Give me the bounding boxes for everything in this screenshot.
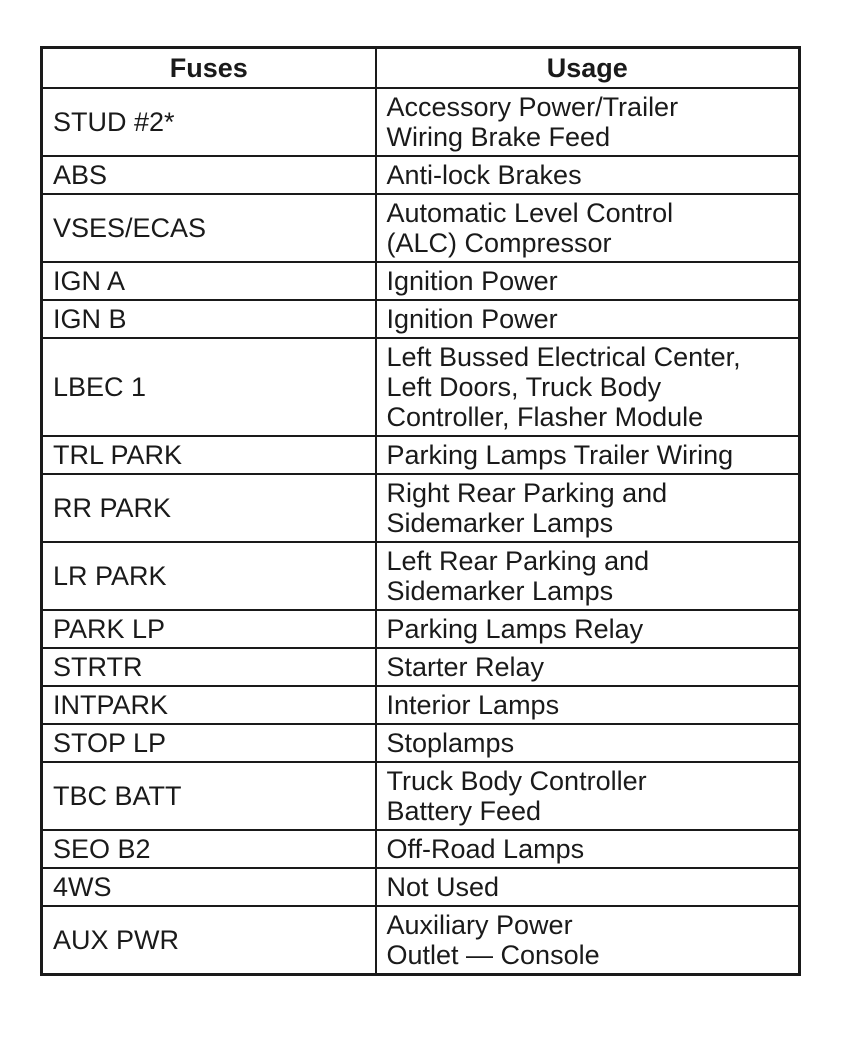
table-row xyxy=(42,88,800,156)
usage-line: Auxiliary Power xyxy=(386,910,573,940)
fuse-usage-cell xyxy=(376,156,800,194)
fuse-usage-cell xyxy=(376,686,800,724)
usage-line: Controller, Flasher Module xyxy=(386,402,704,432)
fuse-usage-cell xyxy=(376,830,800,868)
fuse-name-cell: STOP LP xyxy=(42,724,376,762)
usage-column-header: Usage xyxy=(376,48,800,89)
table-row xyxy=(42,724,800,762)
usage-line: Ignition Power xyxy=(386,266,558,296)
fuse-usage-cell xyxy=(376,724,800,762)
usage-line: Stoplamps xyxy=(386,728,515,758)
fuse-usage-cell xyxy=(376,194,800,262)
table-row xyxy=(42,830,800,868)
fuse-usage-cell xyxy=(376,906,800,975)
table-row xyxy=(42,686,800,724)
fuse-usage-cell xyxy=(376,610,800,648)
usage-line: Not Used xyxy=(386,872,500,902)
fuse-usage-cell xyxy=(376,648,800,686)
fuse-name-cell: INTPARK xyxy=(42,686,376,724)
fuse-usage-cell xyxy=(376,542,800,610)
usage-line: (ALC) Compressor xyxy=(386,228,612,258)
usage-line: Battery Feed xyxy=(386,796,542,826)
usage-line: Left Bussed Electrical Center, xyxy=(386,342,741,372)
usage-line: Starter Relay xyxy=(386,652,545,682)
table-row xyxy=(42,300,800,338)
fuse-name-cell: STUD #2* xyxy=(42,88,376,156)
table-row xyxy=(42,194,800,262)
fuse-name-cell: LBEC 1 xyxy=(42,338,376,436)
fuse-table-body xyxy=(42,88,800,975)
fuse-usage-cell xyxy=(376,300,800,338)
table-row xyxy=(42,610,800,648)
table-row xyxy=(42,156,800,194)
fuse-name-cell: AUX PWR xyxy=(42,906,376,975)
table-header-row xyxy=(42,48,800,89)
usage-line: Ignition Power xyxy=(386,304,558,334)
fuse-usage-cell xyxy=(376,262,800,300)
fuse-name-cell: PARK LP xyxy=(42,610,376,648)
fuse-usage-cell xyxy=(376,436,800,474)
fuse-name-cell: LR PARK xyxy=(42,542,376,610)
fuse-name-cell: 4WS xyxy=(42,868,376,906)
usage-line: Truck Body Controller xyxy=(386,766,647,796)
usage-line: Sidemarker Lamps xyxy=(386,508,614,538)
table-row xyxy=(42,648,800,686)
fuse-usage-cell xyxy=(376,474,800,542)
table-row xyxy=(42,762,800,830)
fuse-name-cell: TRL PARK xyxy=(42,436,376,474)
usage-line: Interior Lamps xyxy=(386,690,560,720)
usage-line: Right Rear Parking and xyxy=(386,478,668,508)
fuse-name-cell: IGN A xyxy=(42,262,376,300)
fuse-usage-cell xyxy=(376,762,800,830)
table-row xyxy=(42,262,800,300)
usage-line: Wiring Brake Feed xyxy=(386,122,611,152)
table-row xyxy=(42,906,800,975)
fuse-name-cell: IGN B xyxy=(42,300,376,338)
fuse-name-cell: ABS xyxy=(42,156,376,194)
table-row xyxy=(42,868,800,906)
table-row xyxy=(42,474,800,542)
fuse-name-cell: SEO B2 xyxy=(42,830,376,868)
fuse-usage-cell xyxy=(376,338,800,436)
fuse-usage-table xyxy=(40,46,801,976)
usage-line: Outlet — Console xyxy=(386,940,600,970)
usage-line: Anti-lock Brakes xyxy=(386,160,582,190)
fuse-name-cell: RR PARK xyxy=(42,474,376,542)
fuse-name-cell: VSES/ECAS xyxy=(42,194,376,262)
fuse-name-cell: TBC BATT xyxy=(42,762,376,830)
usage-line: Automatic Level Control xyxy=(386,198,674,228)
usage-line: Sidemarker Lamps xyxy=(386,576,614,606)
usage-line: Left Rear Parking and xyxy=(386,546,650,576)
usage-line: Parking Lamps Relay xyxy=(386,614,644,644)
fuses-column-header: Fuses xyxy=(42,48,376,89)
table-row xyxy=(42,338,800,436)
table-row xyxy=(42,436,800,474)
usage-line: Accessory Power/Trailer xyxy=(386,92,679,122)
usage-line: Off-Road Lamps xyxy=(386,834,585,864)
usage-line: Parking Lamps Trailer Wiring xyxy=(386,440,734,470)
fuse-name-cell: STRTR xyxy=(42,648,376,686)
table-row xyxy=(42,542,800,610)
usage-line: Left Doors, Truck Body xyxy=(386,372,662,402)
fuse-usage-cell xyxy=(376,88,800,156)
fuse-usage-cell xyxy=(376,868,800,906)
